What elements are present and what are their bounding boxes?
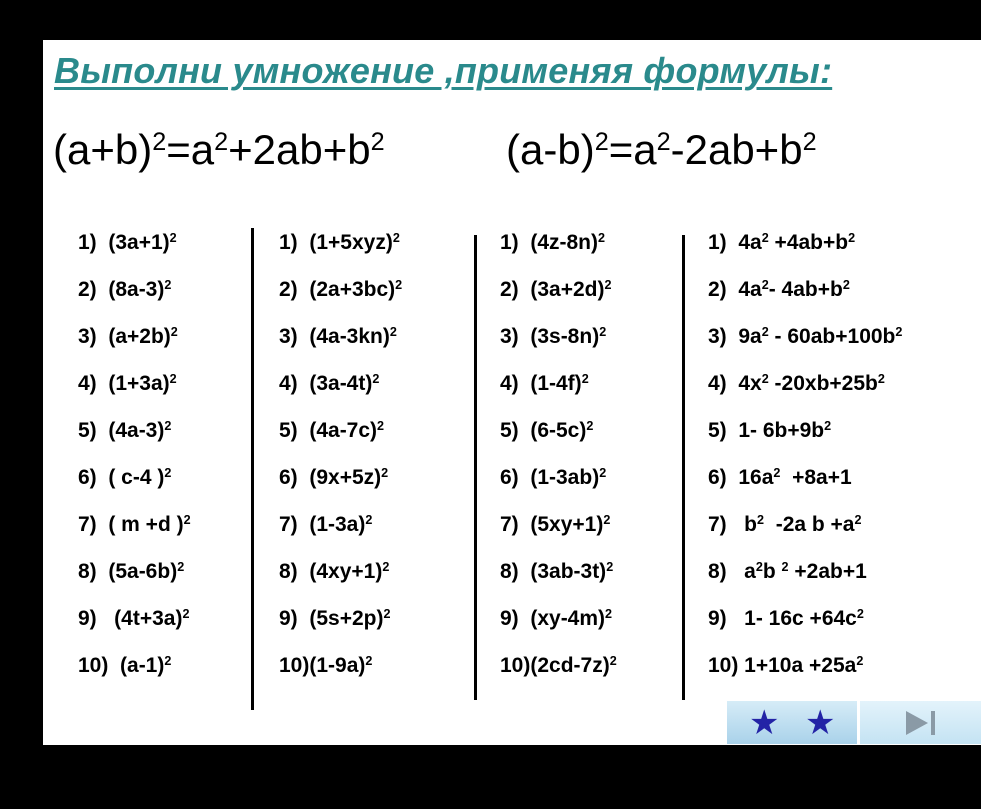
exercise-item: 2) $(2a+3bc)^2$ [279, 278, 403, 301]
exercise-column-2 [279, 230, 402, 700]
exercise-item: 7) ( m +d )$^2$ [78, 513, 191, 536]
formula-difference-square: $(a-b)^2=a^2-2ab+b^2$ [506, 126, 817, 173]
slide [43, 40, 981, 745]
exercise-item: 8) $(5a-6b)^2$ [78, 560, 185, 583]
exercise-item: 6) $(9x+5z)^2$ [279, 466, 389, 489]
page-title: Выполни умножение ,применяя формулы: [54, 50, 833, 91]
exercise-item: 1) $(1+5xyz)^2$ [279, 231, 400, 254]
exercise-item: 9) $(4t+3a)^2$ [78, 607, 190, 630]
exercise-item: 3) $(3s-8n)^2$ [500, 325, 607, 348]
column-divider [682, 235, 685, 700]
exercise-item: 9) $(xy-4m)^2$ [500, 607, 613, 630]
exercise-item: 5) $(4a-3)^2$ [78, 419, 172, 442]
exercise-item: 7) $(5xy+1)^2$ [500, 513, 611, 536]
exercise-column-3 [500, 230, 617, 700]
exercise-item: 6) $16a^2 +8a+1$ [708, 466, 852, 489]
exercise-item: 4) $(1+3a)^2$ [78, 372, 177, 395]
exercise-item: 6) $(1-3ab)^2$ [500, 466, 607, 489]
exercise-item: 9) 1- $16c +64c^2$ [708, 607, 864, 630]
exercise-item: 8) $(4xy+1)^2$ [279, 560, 390, 583]
exercise-item: 1) $(3a+1)^2$ [78, 231, 177, 254]
exercise-item: 4) $(3a-4t)^2$ [279, 372, 380, 395]
skip-to-end-icon [904, 710, 938, 736]
exercise-item: 4) $4x^2$ $-20xb+25b^2$ [708, 372, 885, 395]
exercise-item: 1) $(4z-8n)^2$ [500, 231, 606, 254]
column-divider [474, 235, 477, 700]
exercise-column-1 [78, 230, 191, 700]
exercise-item: 10) $1+10a +25a^2$ [708, 654, 864, 677]
exercise-item: 4) $(1-4f)^2$ [500, 372, 589, 395]
exercise-item: $10)(1-9a)^2$ [279, 654, 373, 677]
exercise-item: 2) $(8a-3)^2$ [78, 278, 172, 301]
nav-stars-button[interactable] [727, 701, 857, 744]
exercise-item: 8) $a^2b$ $^2$ +2ab+1 [708, 560, 867, 583]
star-icon: ★ [749, 704, 780, 742]
slide-navigation [727, 701, 981, 744]
formula-sum-square: $(a+b)^2=a^2+2ab+b^2$ [53, 126, 385, 173]
exercise-item: 6) ( c-4 )$^2$ [78, 466, 172, 489]
skip-to-end-button[interactable] [860, 701, 981, 744]
exercise-item: 2) $4a^2-$ $4ab+b^2$ [708, 278, 850, 301]
exercise-item: 3) $9a^2 - 60ab+100b^2$ [708, 325, 903, 348]
exercise-item: 9) $(5s+2p)^2$ [279, 607, 391, 630]
exercise-item: 5) 1- $6b+9b^2$ [708, 419, 832, 442]
exercise-item: $10)(2cd-7z)^2$ [500, 654, 617, 677]
exercise-item: 3) $(a+2b)^2$ [78, 325, 178, 348]
exercise-item: 5) $(6-5c)^2$ [500, 419, 594, 442]
exercise-item: 10) $(a-1)^2$ [78, 654, 172, 677]
exercise-item: 3) $(4a-3kn)^2$ [279, 325, 397, 348]
exercise-item: 1) $4a^2 +4ab+b^2$ [708, 231, 856, 254]
exercise-item: 7) $b^2$ -2a $b +a^2$ [708, 513, 862, 536]
exercise-item: 5) $(4a-7c)^2$ [279, 419, 385, 442]
exercise-item: 2) $(3a+2d)^2$ [500, 278, 612, 301]
star-icon: ★ [805, 704, 836, 742]
exercise-column-4 [708, 230, 902, 700]
exercise-item: 7) $(1-3a)^2$ [279, 513, 373, 536]
exercise-item: 8) $(3ab-3t)^2$ [500, 560, 614, 583]
column-divider [251, 228, 254, 710]
